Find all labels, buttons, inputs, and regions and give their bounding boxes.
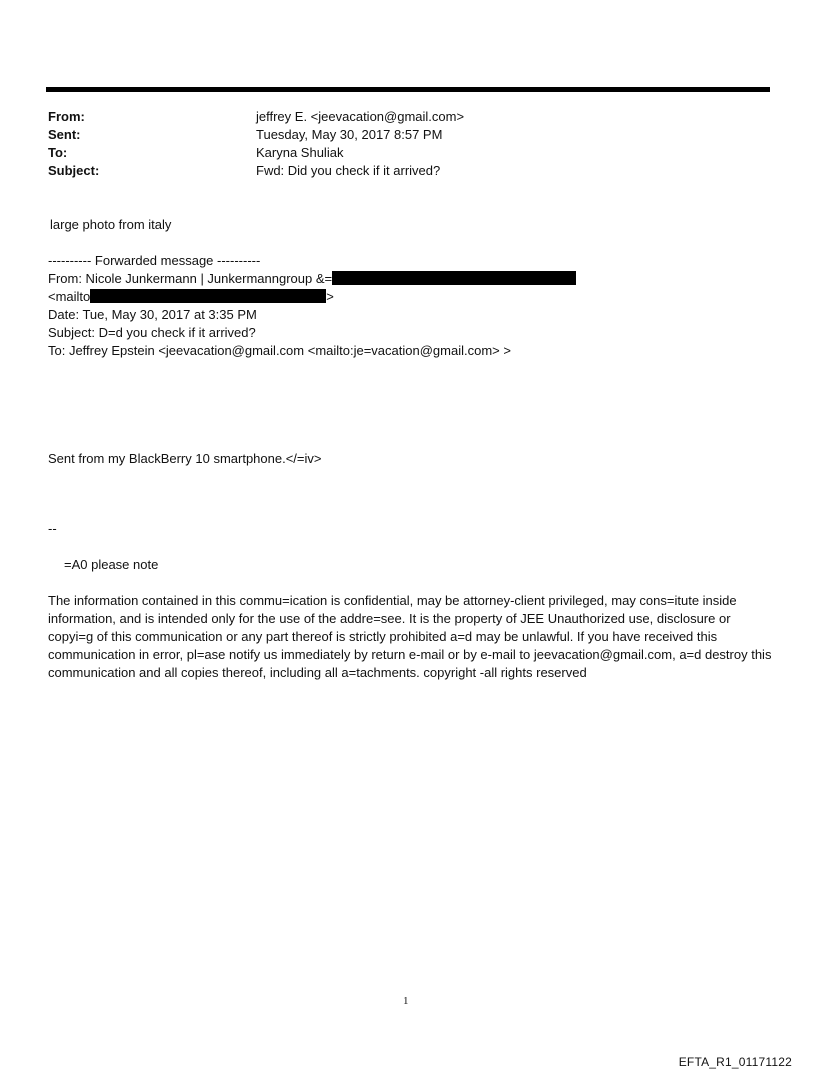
from-value: jeffrey E. <jeevacation@gmail.com>: [256, 109, 465, 124]
please-note: =A0 please note: [64, 557, 159, 572]
forward-mailto-suffix: >: [326, 289, 334, 304]
sent-label: Sent:: [48, 127, 81, 142]
forward-divider: ---------- Forwarded message ----------: [48, 253, 261, 268]
to-label: To:: [48, 145, 68, 160]
forward-from-text: From: Nicole Junkermann | Junkermanngroup &=: [48, 271, 333, 286]
page-number: 1: [403, 995, 409, 1007]
signature-dashes: --: [48, 521, 57, 536]
sent-from-text: Sent from my BlackBerry 10 smartphone.</=iv>: [48, 451, 322, 466]
forward-subject: Subject: D=d you check if it arrived?: [48, 325, 256, 340]
confidentiality-disclaimer: The information contained in this commu=ication is confidential, may be attorney-client privileged, may cons=itute inside information, and is intended only for the use of the addre=see. It is the property of JEE Unauthorized use, disclosure or copyi=g of this communication or any part thereof is strictly prohibited a=d may be unlawful. If you have received this communication in error, pl=ase notify us immediately by return e-mail or by e-mail to jeevacation@gmail.com, a=d destroy this communication and all copies thereof, including all a=tachments. copyright -all rights reserved: [48, 593, 772, 680]
forward-from-line: [48, 270, 576, 288]
sent-value: Tuesday, May 30, 2017 8:57 PM: [256, 127, 443, 142]
subject-value: Fwd: Did you check if it arrived?: [256, 163, 441, 178]
document-id: EFTA_R1_01171122: [678, 1055, 792, 1069]
header-rule: [46, 87, 770, 92]
to-value: Karyna Shuliak: [256, 145, 344, 160]
from-row: [48, 108, 608, 126]
forward-to: To: Jeffrey Epstein <jeevacation@gmail.com <mailto:je=vacation@gmail.com> >: [48, 343, 511, 358]
intro-text: large photo from italy: [50, 217, 172, 232]
forward-mailto-line: [48, 288, 334, 306]
sent-row: [48, 126, 608, 144]
redaction-block: [332, 271, 576, 285]
to-row: [48, 144, 608, 162]
subject-row: [48, 162, 608, 180]
from-label: From:: [48, 109, 85, 124]
forward-mailto-prefix: <mailto: [48, 289, 91, 304]
redaction-block: [90, 289, 326, 303]
email-header: [48, 108, 608, 180]
subject-label: Subject:: [48, 163, 100, 178]
forward-date: Date: Tue, May 30, 2017 at 3:35 PM: [48, 307, 257, 322]
